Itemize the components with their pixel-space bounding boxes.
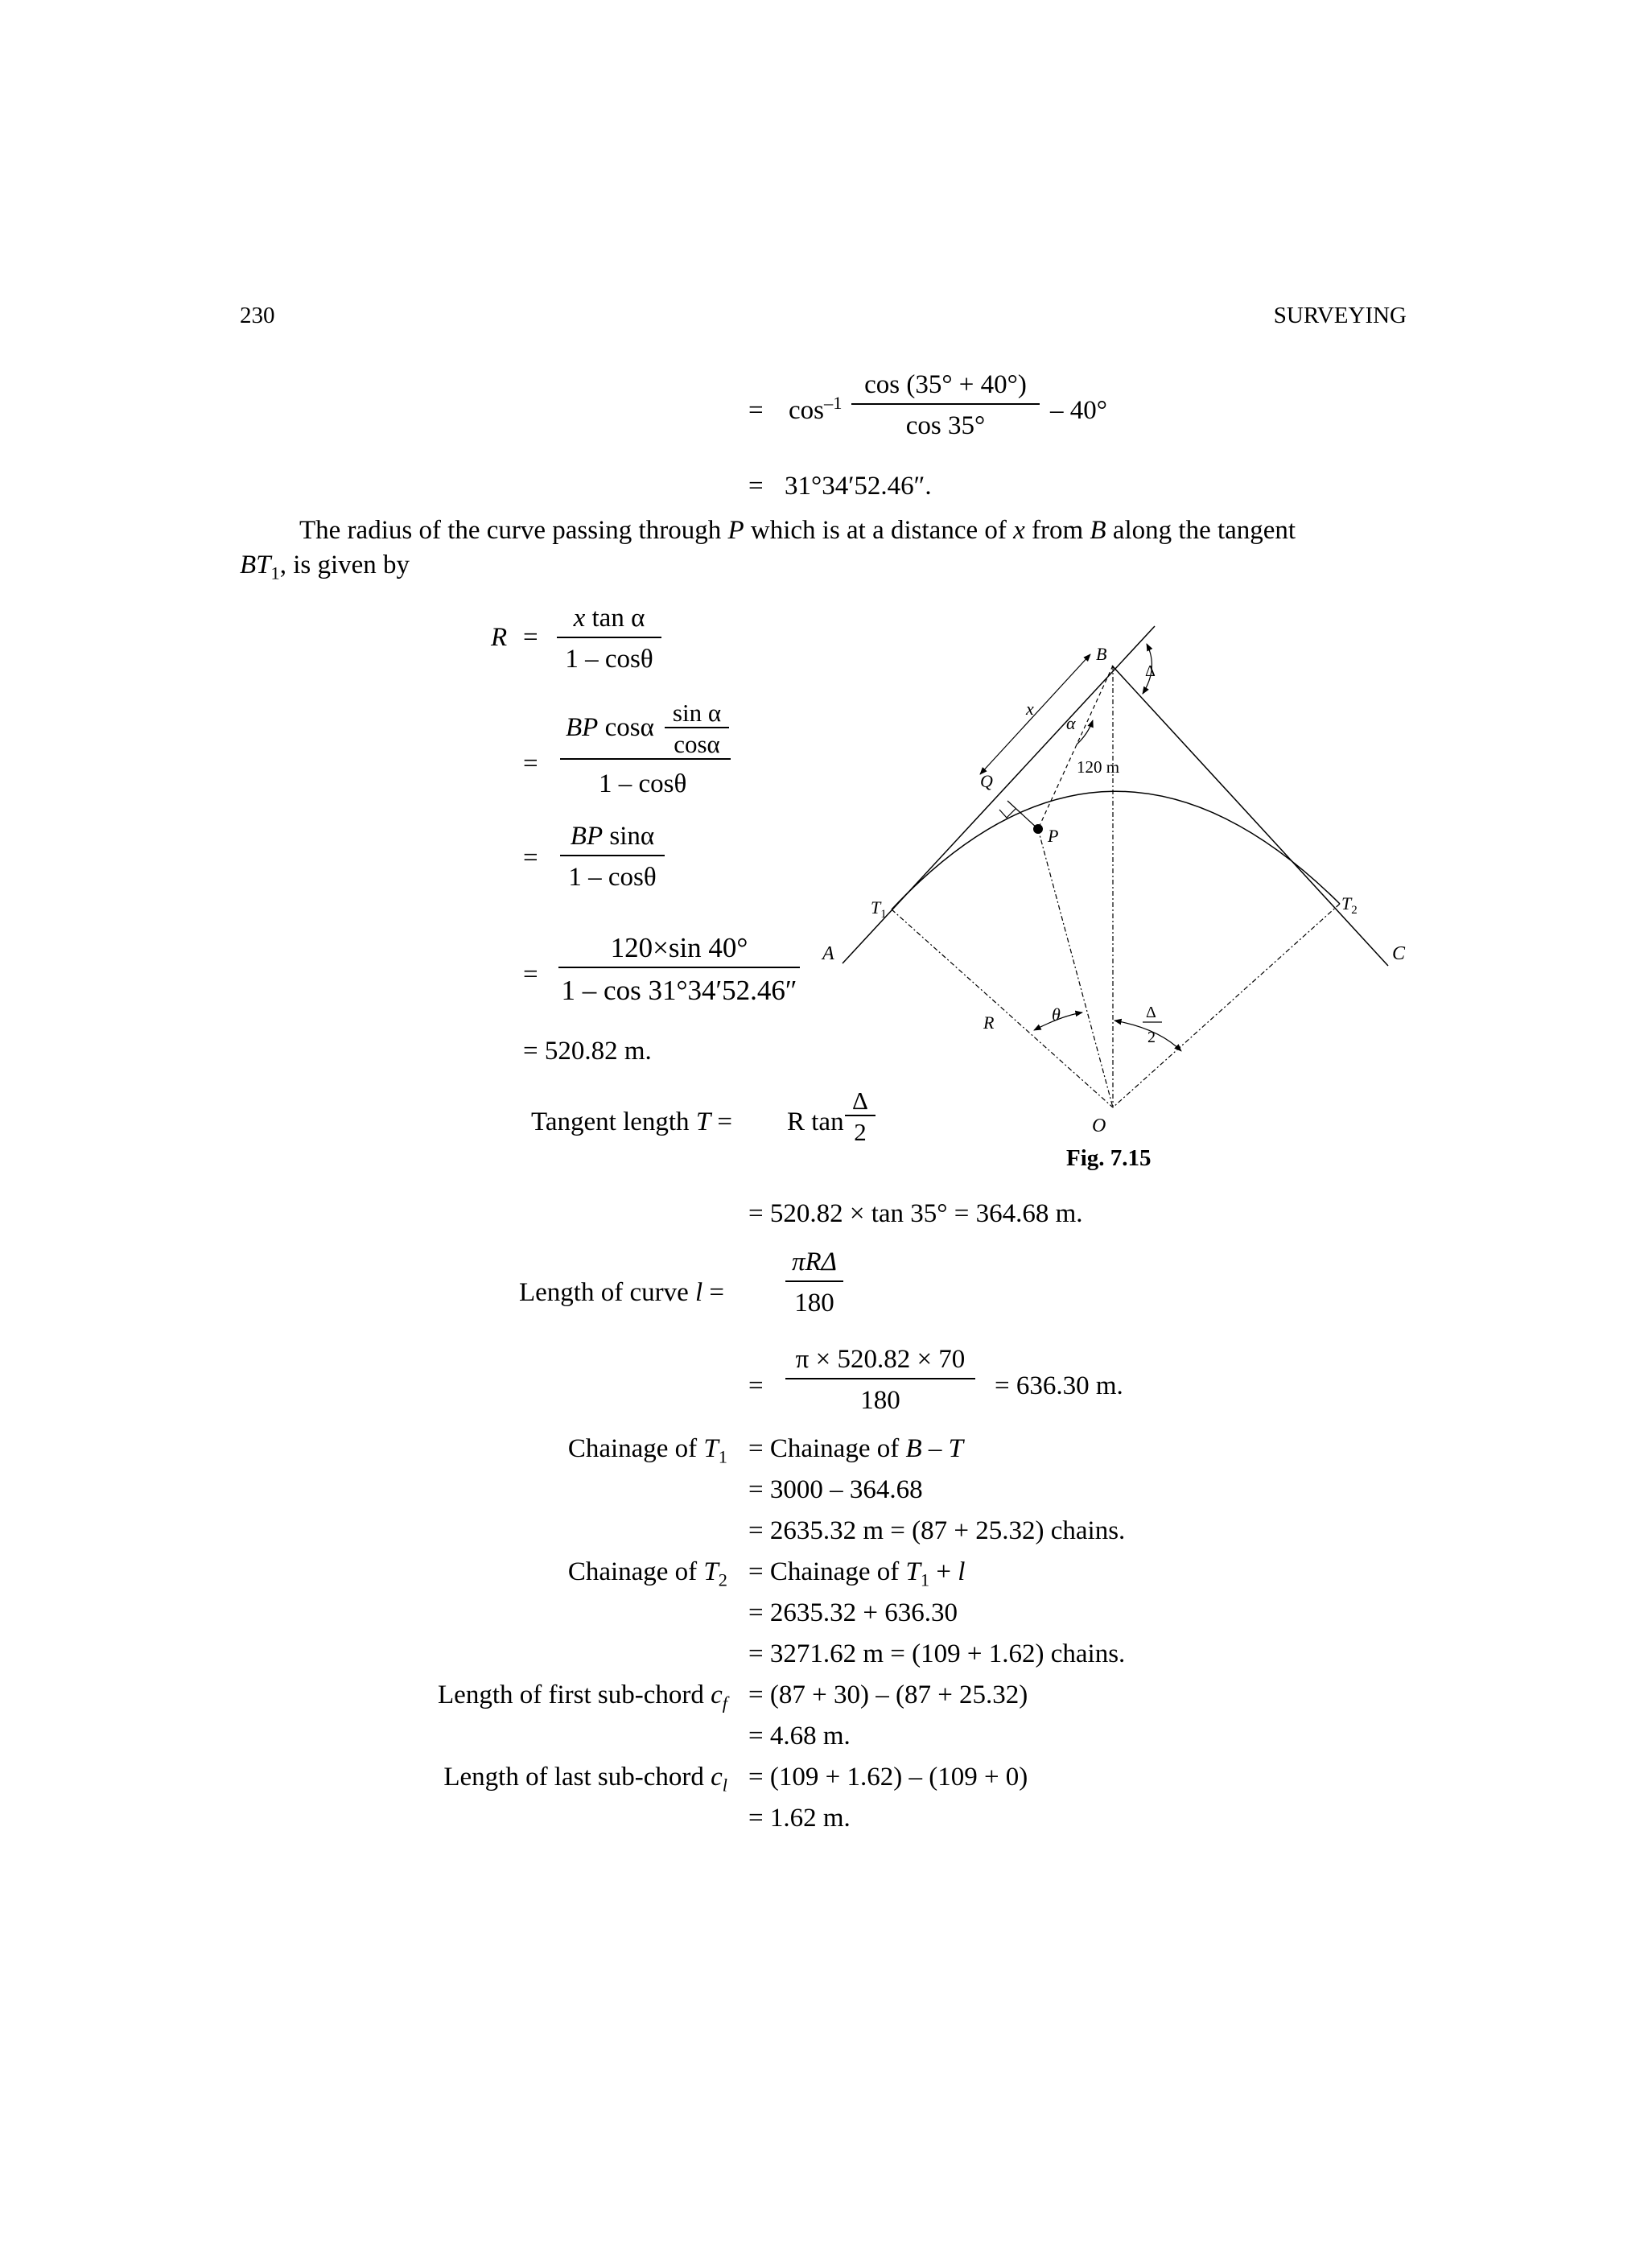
eq1-numerator: cos (35° + 40°) [864,370,1027,399]
curve-label: Length of curve l = [519,1278,725,1307]
chainage-row-6-rhs: = 3271.62 m = (109 + 1.62) chains. [748,1639,1126,1668]
radius-f2-num-main: BP cosα [566,713,654,742]
curve-f1-den: 180 [794,1289,834,1318]
curve-sign-2: = [748,1371,764,1400]
tangent-rhs-main: R tan [787,1107,844,1136]
running-title: SURVEYING [1273,303,1407,328]
para-text-d: along the tangent [1106,516,1296,545]
radius-f2-bar [560,758,731,760]
label-theta: θ [1052,1004,1061,1025]
curve-fraction-1 [785,1249,843,1317]
chainage-row-10-rhs: = 1.62 m. [748,1804,851,1833]
radius-lhs: R [491,623,508,652]
para-text-a: The radius of the curve passing through [299,516,728,545]
line-BP [1038,666,1113,829]
tangent-line-BC [1112,666,1388,966]
label-delta-top: Δ [1145,662,1156,680]
para-var-BT: BT [240,551,271,579]
label-P: P [1048,826,1059,846]
eq1-func-sup: –1 [824,393,843,413]
label-R: R [983,1012,995,1033]
radius-f2-inner-den: cosα [674,730,720,758]
chainage-row-2-rhs: = 3000 – 364.68 [748,1475,923,1504]
para-text-c: from [1024,516,1090,545]
radius-f4-num: 120×sin 40° [610,932,748,963]
radius-fraction-3 [560,823,665,891]
label-T1: $T_1$ [871,897,887,921]
label-C: C [1392,943,1406,964]
chainage-row-4-rhs: = Chainage of $T_1 + l$ [748,1557,966,1590]
curve-f2-result: = 636.30 m. [995,1371,1123,1400]
radius-f1-den: 1 – cosθ [565,645,653,674]
eq1-func-name: cos [789,396,824,425]
curve-fraction-2 [785,1346,975,1414]
eq1-suffix: – 40° [1050,396,1107,425]
page-number: 230 [240,303,275,328]
label-O: O [1092,1115,1106,1136]
chainage-row-9-label: Length of last sub-chord $c_l$ [443,1763,727,1796]
point-P [1033,824,1043,834]
radius-sign-3: = [523,843,538,872]
chainage-row-9-rhs: = (109 + 1.62) – (109 + 0) [748,1763,1028,1792]
radius-f4-den: 1 – cos 31°34′52.46″ [561,975,797,1006]
label-delta-half-den: 2 [1147,1029,1156,1046]
radius-f1-num: x tan α [573,604,645,633]
para-var-x: x [1013,516,1025,545]
label-120m: 120 m [1077,757,1120,777]
radius-OP [1038,829,1113,1107]
paragraph-line-1 [299,518,1296,544]
chainage-row-1-rhs: = Chainage of B – T [748,1434,964,1463]
para-var-P: P [727,516,744,545]
chainage-row-1-label: Chainage of $T_1$ [567,1434,727,1467]
chainage-row-7-label: Length of first sub-chord $c_f$ [438,1680,727,1713]
chainage-row-3-rhs: = 2635.32 m = (87 + 25.32) chains. [748,1516,1126,1545]
chainage-row-4-label: Chainage of $T_2$ [567,1557,727,1590]
radius-f2-inner [665,700,729,757]
eq1-fraction [851,372,1040,439]
radius-sign-4: = [523,960,538,989]
para-text-rest: , is given by [279,551,410,579]
eq1-sign: = [748,396,764,425]
eq1-func [789,393,843,425]
alpha-arrow [1077,720,1093,744]
para-var-B: B [1090,516,1106,545]
radius-sign-2: = [523,749,538,778]
label-T2: $T_2$ [1341,893,1358,917]
tangent-num: Δ [852,1087,868,1115]
figure-7-15 [805,596,1465,1159]
radius-f3-num: BP sinα [570,822,655,851]
chainage-row-8-rhs: = 4.68 m. [748,1722,851,1750]
eq1-denominator: cos 35° [905,411,986,440]
label-x: x [1026,699,1034,719]
chainage-row-5-rhs: = 2635.32 + 636.30 [748,1598,958,1627]
eq2-sign: = [748,472,764,501]
eq2-value: 31°34′52.46″. [785,472,932,501]
radius-f2-inner-num: sin α [672,699,722,727]
radius-f2-den: 1 – cosθ [599,769,687,798]
curve-arc [892,791,1340,909]
line-PQ [1007,801,1038,829]
radius-f3-den: 1 – cosθ [568,863,657,892]
curve-f2-den: 180 [860,1386,900,1415]
tangent-den: 2 [854,1118,867,1146]
figure-caption: Fig. 7.15 [1066,1145,1152,1171]
para-text-b: which is at a distance of [744,516,1014,545]
label-A: A [822,943,834,964]
radius-result: = 520.82 m. [523,1037,652,1066]
paragraph-line-2 [240,551,410,583]
radius-OT1 [892,909,1113,1107]
label-delta-half-num: Δ [1146,1004,1156,1021]
para-var-BT-sub: 1 [270,563,280,583]
radius-fraction-4 [558,934,800,1004]
radius-sign-1: = [523,623,538,652]
curve-f1-num: πRΔ [791,1247,838,1276]
tangent-line-AB [843,626,1155,963]
curve-f2-num: π × 520.82 × 70 [795,1345,966,1374]
chainage-row-7-rhs: = (87 + 30) – (87 + 25.32) [748,1680,1028,1709]
tangent-label: Tangent length T = [531,1107,733,1136]
radius-fraction-1 [557,605,661,673]
tangent-calc: = 520.82 × tan 35° = 364.68 m. [748,1199,1083,1228]
label-Q: Q [980,771,993,791]
label-alpha: α [1066,713,1076,733]
label-B: B [1096,644,1107,664]
